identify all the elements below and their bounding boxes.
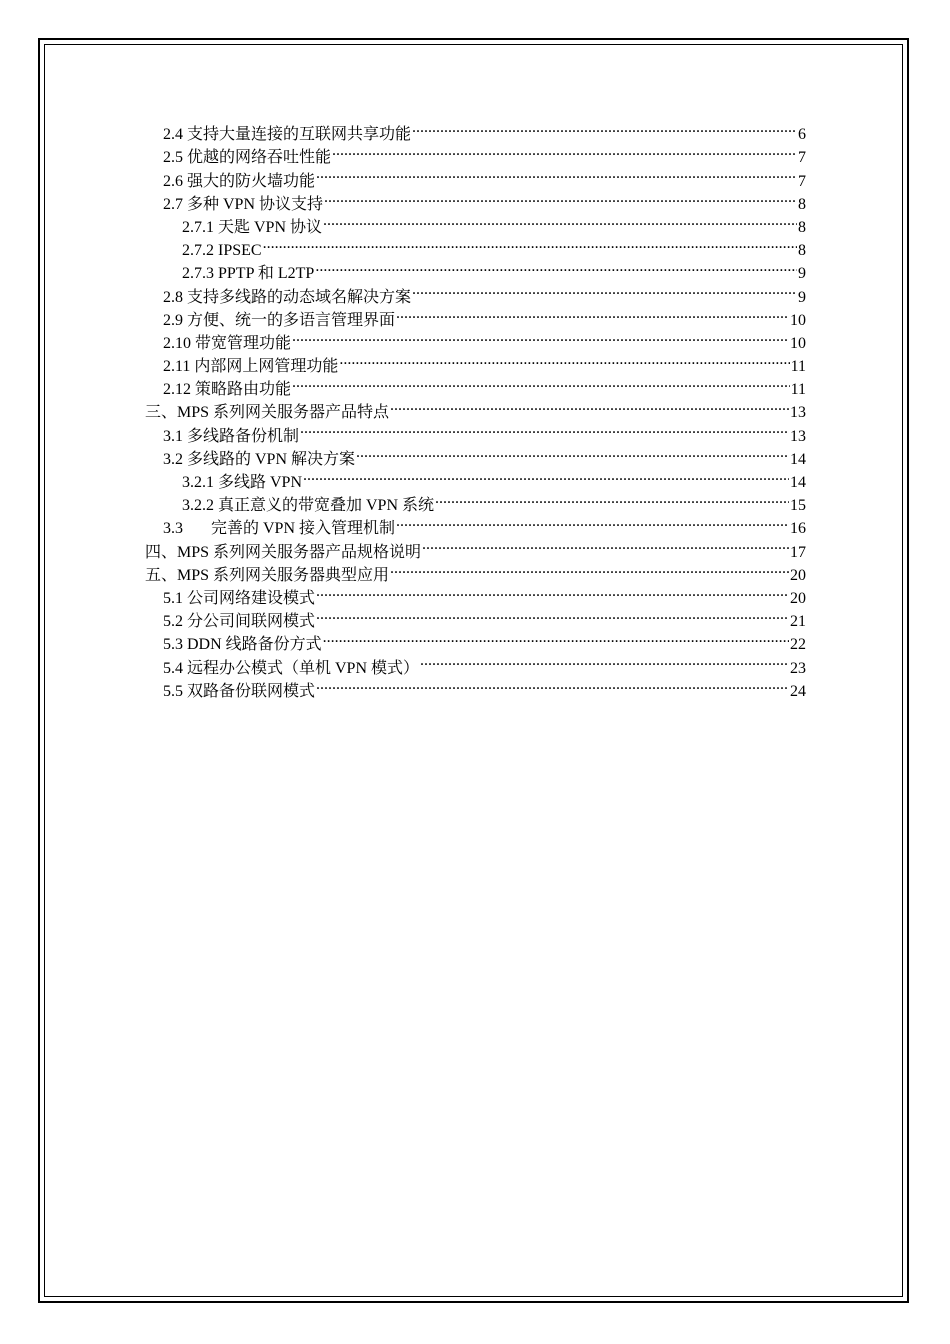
- toc-dot-leader: [303, 464, 789, 487]
- toc-entry-title: 三、MPS 系列网关服务器产品特点: [145, 404, 390, 422]
- toc-dot-leader: [316, 580, 789, 603]
- toc-dot-leader: [315, 255, 797, 278]
- toc-dot-leader: [300, 417, 789, 440]
- toc-dot-leader: [396, 510, 789, 533]
- toc-dot-leader: [390, 394, 789, 417]
- table-of-contents: [145, 116, 806, 700]
- toc-entry-title: 2.5 优越的网络吞吐性能: [163, 149, 332, 167]
- toc-entry-page-number: 15: [790, 497, 806, 515]
- toc-dot-leader: [435, 487, 789, 510]
- toc-entry-page-number: 9: [798, 265, 806, 283]
- toc-entry-title: 3.2 多线路的 VPN 解决方案: [163, 450, 356, 468]
- toc-entry-page-number: 14: [790, 474, 806, 491]
- toc-entry-title: 四、MPS 系列网关服务器产品规格说明: [145, 543, 422, 561]
- toc-entry-title: 3.3 完善的 VPN 接入管理机制: [163, 520, 396, 538]
- toc-entry-page-number: 7: [798, 172, 806, 190]
- toc-dot-leader: [396, 302, 789, 325]
- toc-entry-title: 2.4 支持大量连接的互联网共享功能: [163, 126, 412, 144]
- toc-entry-title: 2.9 方便、统一的多语言管理界面: [163, 311, 396, 329]
- toc-entry-page-number: 10: [790, 311, 806, 329]
- toc-entry-page-number: 11: [790, 358, 806, 376]
- toc-dot-leader: [412, 116, 797, 139]
- toc-entry-title: 2.8 支持多线路的动态域名解决方案: [163, 288, 412, 306]
- toc-entry-page-number: 24: [790, 682, 806, 700]
- toc-dot-leader: [323, 626, 789, 649]
- toc-entry-title: 2.10 带宽管理功能: [163, 334, 292, 352]
- toc-entry-page-number: 10: [790, 334, 806, 352]
- toc-entry-page-number: 16: [790, 520, 806, 538]
- toc-entry-title: 5.2 分公司间联网模式: [163, 613, 316, 631]
- toc-entry-page-number: 20: [790, 566, 806, 584]
- toc-entry-page-number: 23: [790, 659, 806, 677]
- toc-entry-title: 5.4 远程办公模式（单机 VPN 模式）: [163, 659, 420, 677]
- toc-entry-title: 3.2.1 多线路 VPN: [182, 474, 303, 491]
- toc-entry-title: 2.7.3 PPTP 和 L2TP: [182, 265, 315, 283]
- toc-dot-leader: [316, 673, 789, 696]
- toc-entry-title: 5.1 公司网络建设模式: [163, 589, 316, 607]
- toc-entry-page-number: 8: [798, 242, 806, 260]
- toc-dot-leader: [292, 325, 789, 348]
- toc-entry[interactable]: [145, 116, 806, 144]
- toc-entry-page-number: 9: [798, 288, 806, 306]
- toc-entry-page-number: 20: [790, 589, 806, 607]
- toc-entry-page-number: 8: [798, 218, 806, 236]
- toc-entry-title: 2.7.2 IPSEC: [182, 242, 262, 260]
- toc-entry-page-number: 11: [790, 381, 806, 399]
- toc-entry-page-number: 13: [790, 427, 806, 445]
- toc-entry-page-number: 7: [798, 149, 806, 167]
- toc-entry-title: 5.5 双路备份联网模式: [163, 682, 316, 700]
- toc-entry-title: 2.7 多种 VPN 协议支持: [163, 195, 324, 213]
- toc-dot-leader: [316, 603, 789, 626]
- toc-entry-page-number: 8: [798, 195, 806, 213]
- toc-entry-page-number: 22: [790, 636, 806, 654]
- toc-entry-title: 5.3 DDN 线路备份方式: [163, 636, 322, 654]
- toc-entry-page-number: 17: [790, 543, 806, 561]
- toc-dot-leader: [339, 348, 789, 371]
- toc-entry-page-number: 6: [798, 126, 806, 144]
- toc-dot-leader: [263, 232, 797, 255]
- toc-entry-title: 3.2.2 真正意义的带宽叠加 VPN 系统: [182, 497, 435, 515]
- toc-entry-title: 2.7.1 天匙 VPN 协议: [182, 218, 323, 236]
- toc-entry-title: 2.11 内部网上网管理功能: [163, 358, 339, 376]
- toc-dot-leader: [323, 209, 797, 232]
- toc-dot-leader: [420, 649, 789, 672]
- toc-entry-title: 2.12 策略路由功能: [163, 381, 292, 399]
- toc-dot-leader: [356, 441, 789, 464]
- toc-dot-leader: [390, 557, 789, 580]
- toc-entry-title: 3.1 多线路备份机制: [163, 427, 300, 445]
- toc-entry-title: 2.6 强大的防火墙功能: [163, 172, 316, 190]
- toc-entry-page-number: 21: [790, 613, 806, 631]
- toc-dot-leader: [332, 139, 797, 162]
- toc-entry-page-number: 14: [790, 450, 806, 468]
- toc-dot-leader: [324, 186, 797, 209]
- toc-entry-title: 五、MPS 系列网关服务器典型应用: [145, 566, 390, 584]
- toc-dot-leader: [412, 278, 797, 301]
- toc-dot-leader: [316, 162, 797, 185]
- toc-entry-page-number: 13: [790, 404, 806, 422]
- toc-dot-leader: [422, 533, 789, 556]
- toc-dot-leader: [292, 371, 790, 394]
